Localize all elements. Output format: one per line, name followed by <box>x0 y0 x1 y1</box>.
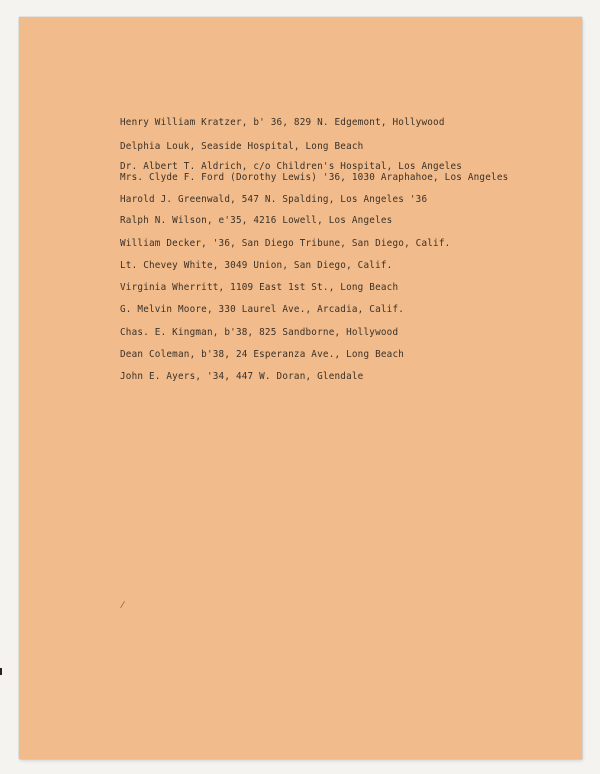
address-line-aldrich: Dr. Albert T. Aldrich, c/o Children's Hospital, Los Angeles <box>120 161 463 172</box>
address-line-louk: Delphia Louk, Seaside Hospital, Long Beach <box>120 141 364 152</box>
address-line-ford: Mrs. Clyde F. Ford (Dorothy Lewis) '36, 1030 Araphahoe, Los Angeles <box>120 172 509 183</box>
address-line-kratzer: Henry William Kratzer, b' 36, 829 N. Edgemont, Hollywood <box>120 117 445 128</box>
address-line-wilson: Ralph N. Wilson, e'35, 4216 Lowell, Los Angeles <box>120 215 393 226</box>
typed-address-list-page <box>19 17 582 759</box>
address-line-moore: G. Melvin Moore, 330 Laurel Ave., Arcadia, Calif. <box>120 304 405 315</box>
address-line-kingman: Chas. E. Kingman, b'38, 825 Sandborne, Hollywood <box>120 327 399 338</box>
address-line-ayers: John E. Ayers, '34, 447 W. Doran, Glendale <box>120 371 364 382</box>
margin-speck <box>0 668 2 675</box>
stray-pencil-mark: / <box>119 598 126 612</box>
address-line-white: Lt. Chevey White, 3049 Union, San Diego, Calif. <box>120 260 393 271</box>
address-line-greenwald: Harold J. Greenwald, 547 N. Spalding, Los Angeles '36 <box>120 194 428 205</box>
address-line-coleman: Dean Coleman, b'38, 24 Esperanza Ave., Long Beach <box>120 349 405 360</box>
address-line-decker: William Decker, '36, San Diego Tribune, San Diego, Calif. <box>120 238 451 249</box>
address-line-wherritt: Virginia Wherritt, 1109 East 1st St., Long Beach <box>120 282 399 293</box>
